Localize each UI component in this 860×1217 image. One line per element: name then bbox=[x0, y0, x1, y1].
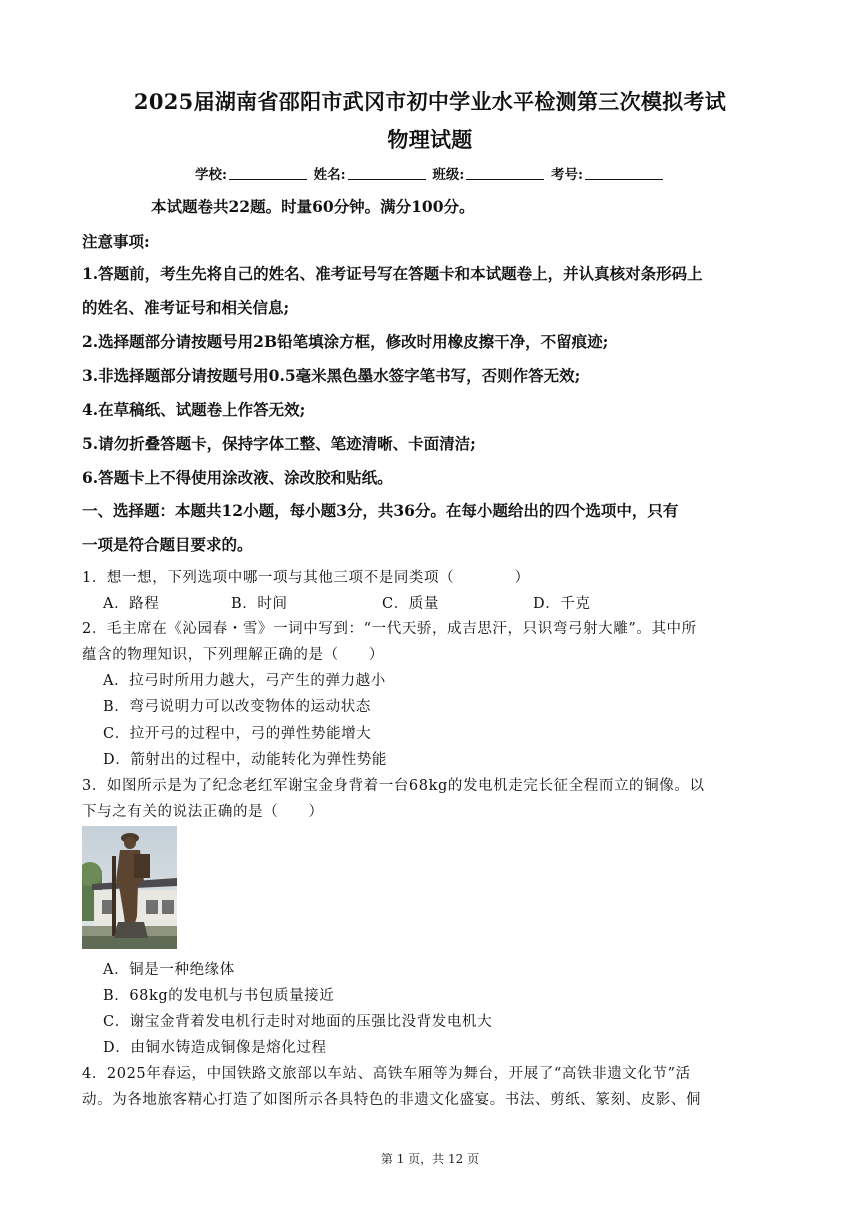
school-blank bbox=[229, 167, 307, 180]
class-blank bbox=[466, 167, 544, 180]
question-3-stem-cont: 下与之有关的说法正确的是（ ） bbox=[82, 804, 324, 820]
notice-item-6: 6.答题卡上不得使用涂改液、涂改胶和贴纸。 bbox=[82, 468, 393, 487]
exam-number-blank bbox=[585, 167, 663, 180]
class-label: 班级: bbox=[432, 167, 465, 183]
q2-option-b: B．弯弓说明力可以改变物体的运动状态 bbox=[103, 699, 371, 715]
section1-heading-cont: 一项是符合题目要求的。 bbox=[82, 535, 253, 554]
bronze-statue-photo bbox=[82, 826, 177, 949]
notice-item-3: 3.非选择题部分请按题号用0.5毫米黑色墨水签字笔书写，否则作答无效; bbox=[82, 366, 581, 385]
notice-item-4: 4.在草稿纸、试题卷上作答无效; bbox=[82, 400, 306, 419]
q2-option-c: C．拉开弓的过程中，弓的弹性势能增大 bbox=[103, 726, 372, 742]
q3-option-d: D．由铜水铸造成铜像是熔化过程 bbox=[103, 1040, 327, 1056]
question-4-stem-cont: 动。为各地旅客精心打造了如图所示各具特色的非遗文化盛宴。书法、剪纸、篆刻、皮影、侗 bbox=[82, 1092, 702, 1108]
notice-item-2: 2.选择题部分请按题号用2B铅笔填涂方框，修改时用橡皮擦干净，不留痕迹; bbox=[82, 332, 609, 351]
question-2-stem: 2．毛主席在《沁园春・雪》一词中写到：“一代天骄，成吉思汗，只识弯弓射大雕”。其中所 bbox=[82, 621, 697, 637]
section1-heading: 一、选择题：本题共12小题，每小题3分，共36分。在每小题给出的四个选项中，只有 bbox=[82, 501, 679, 520]
question-3-stem: 3．如图所示是为了纪念老红军谢宝金身背着一台68kg的发电机走完长征全程而立的铜像。以 bbox=[82, 778, 705, 794]
q1-option-b: B．时间 bbox=[231, 596, 288, 612]
notice-heading: 注意事项: bbox=[82, 232, 150, 251]
name-label: 姓名: bbox=[313, 167, 346, 183]
question-4-stem: 4．2025年春运，中国铁路文旅部以车站、高铁车厢等为舞台，开展了“高铁非遗文化节”活 bbox=[82, 1066, 691, 1082]
exam-title-line2: 物理试题 bbox=[387, 127, 473, 152]
exam-info: 本试题卷共22题。时量60分钟。满分100分。 bbox=[151, 197, 475, 216]
q3-option-a: A．铜是一种绝缘体 bbox=[103, 962, 235, 978]
page-footer: 第 1 页，共 12 页 bbox=[380, 1152, 480, 1166]
q2-option-d: D．箭射出的过程中，动能转化为弹性势能 bbox=[103, 752, 388, 768]
q3-option-c: C．谢宝金背着发电机行走时对地面的压强比没背发电机大 bbox=[103, 1014, 493, 1030]
notice-item-1-cont: 的姓名、准考证号和相关信息; bbox=[82, 298, 290, 317]
q2-option-a: A．拉弓时所用力越大，弓产生的弹力越小 bbox=[103, 673, 386, 689]
q1-option-d: D．千克 bbox=[533, 596, 591, 612]
exam-number-label: 考号: bbox=[551, 167, 584, 183]
school-label: 学校: bbox=[194, 167, 227, 183]
exam-title-line1: 2025届湖南省邵阳市武冈市初中学业水平检测第三次模拟考试 bbox=[133, 89, 727, 114]
notice-item-1: 1.答题前，考生先将自己的姓名、准考证号写在答题卡和本试题卷上，并认真核对条形码上 bbox=[82, 264, 703, 283]
name-blank bbox=[348, 167, 426, 180]
notice-item-5: 5.请勿折叠答题卡，保持字体工整、笔迹清晰、卡面清洁; bbox=[82, 434, 476, 453]
q1-option-a: A．路程 bbox=[103, 596, 160, 612]
q3-option-b: B．68kg的发电机与书包质量接近 bbox=[103, 988, 335, 1004]
student-info-fields bbox=[0, 163, 860, 183]
q1-option-c: C．质量 bbox=[382, 596, 439, 612]
question-1-stem: 1．想一想，下列选项中哪一项与其他三项不是同类项（ ） bbox=[82, 570, 530, 586]
question-2-stem-cont: 蕴含的物理知识，下列理解正确的是（ ） bbox=[82, 647, 384, 663]
